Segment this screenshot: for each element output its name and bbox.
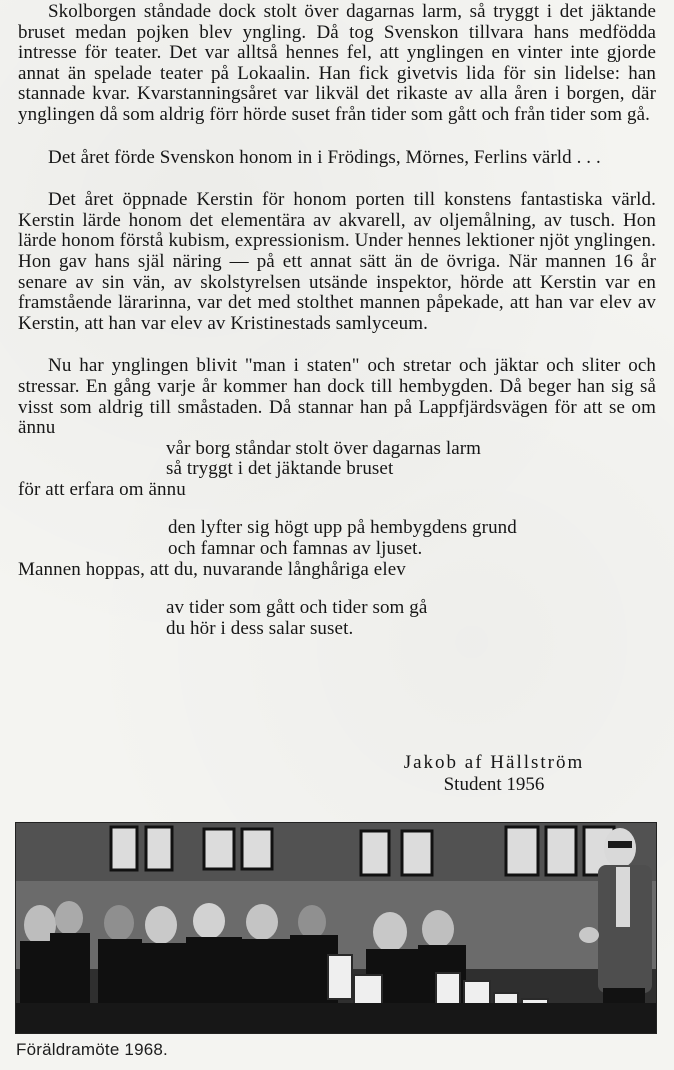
verse-gap: [18, 580, 656, 598]
verse-line-6: Mannen hoppas, att du, nuvarande långhåriga elev: [18, 558, 406, 580]
window-4: [242, 829, 272, 869]
verse-line-3: för att erfara om ännu: [18, 478, 186, 500]
window-3: [204, 829, 234, 869]
speaker-shirt: [616, 867, 630, 927]
window-2: [146, 827, 172, 870]
paragraph-gap: [18, 334, 656, 356]
paragraph-gap: [18, 126, 656, 148]
paragraph-3: Det året öppnade Kerstin för honom porten till konstens fantastiska värld. Kerstin lärde honom det elementära av akvarell, av oljemålning, av tusch. Hon lärde honom förstå kubism, expressionism. Under hennes lektioner njöt ynglingen. Hon gav hans själ näring — på ett annat sätt än de övriga. När mannen 16 år senare av sin vän, av skolstyrelsen utsände inspektor, hörde att Kerstin var en framstående lärarinna, var det med stolthet mannen påpekade, att han var elev av Kerstin, att han var elev av Kristinestads samlyceum.: [18, 189, 656, 334]
meeting-photograph: [15, 822, 657, 1034]
verse-line-4: den lyfter sig högt upp på hembygdens grund: [168, 517, 517, 539]
window-8: [546, 827, 576, 875]
author-subtitle: Student 1956: [443, 774, 545, 795]
verse-gap: [18, 500, 656, 518]
photo-caption: Föräldramöte 1968.: [16, 1040, 168, 1059]
speaker-glasses: [608, 841, 632, 848]
verse-line-5: och famnar och famnas av ljuset.: [168, 538, 423, 560]
verse-line-2: så tryggt i det jäktande bruset: [166, 458, 394, 480]
audience-head-4: [145, 906, 177, 944]
paragraph-2: Det året förde Svenskon honom in i Frödings, Mörnes, Ferlins värld . . .: [48, 146, 601, 168]
author-signature: [350, 752, 638, 796]
audience-head-6: [246, 904, 278, 940]
window-5: [361, 831, 389, 875]
audience-head-9: [422, 910, 454, 948]
verse-line-8: du hör i dess salar suset.: [166, 617, 354, 639]
author-name: Jakob af Hällström: [403, 752, 585, 773]
audience-head-3: [104, 905, 134, 941]
verse-line-7: av tider som gått och tider som gå: [166, 597, 428, 619]
article-text: [18, 2, 656, 639]
window-1: [111, 827, 137, 870]
paragraph-1: Skolborgen ståndade dock stolt över dagarnas larm, så tryggt i det jäktande bruset medan pojken blev yngling. Då tog Svenskon tillvara hans medfödda intresse för teater. Det var alltså hennes fel, att ynglingen en vinter inte gjorde annat än spelade teater på Lokaalin. Han fick givetvis lida för sin lidelse: han stannade kvar. Kvarstanningsåret var likväl det rikaste av alla åren i borgen, där ynglingen då som aldrig förr hörde suset från tider som gått och från tider som gå.: [18, 1, 656, 125]
floor: [16, 1003, 656, 1033]
chair-1: [328, 955, 352, 999]
audience-head-7: [298, 905, 326, 939]
window-6: [402, 831, 432, 875]
verse-line-1: vår borg ståndar stolt över dagarnas larm: [166, 437, 482, 459]
paragraph-gap: [18, 168, 656, 190]
audience-head-5: [193, 903, 225, 939]
window-7: [506, 827, 538, 875]
audience-head-2: [55, 901, 83, 935]
audience-head-8: [373, 912, 407, 952]
paragraph-4: Nu har ynglingen blivit "man i staten" och stretar och jäktar och sliter och stressar. En gång varje år kommer han dock till hembygden. Då beger han sig så visst som aldrig till småstaden. Då stannar han på Lappfjärdsvägen för att se om ännu: [18, 355, 656, 439]
speaker-hand: [579, 927, 599, 943]
